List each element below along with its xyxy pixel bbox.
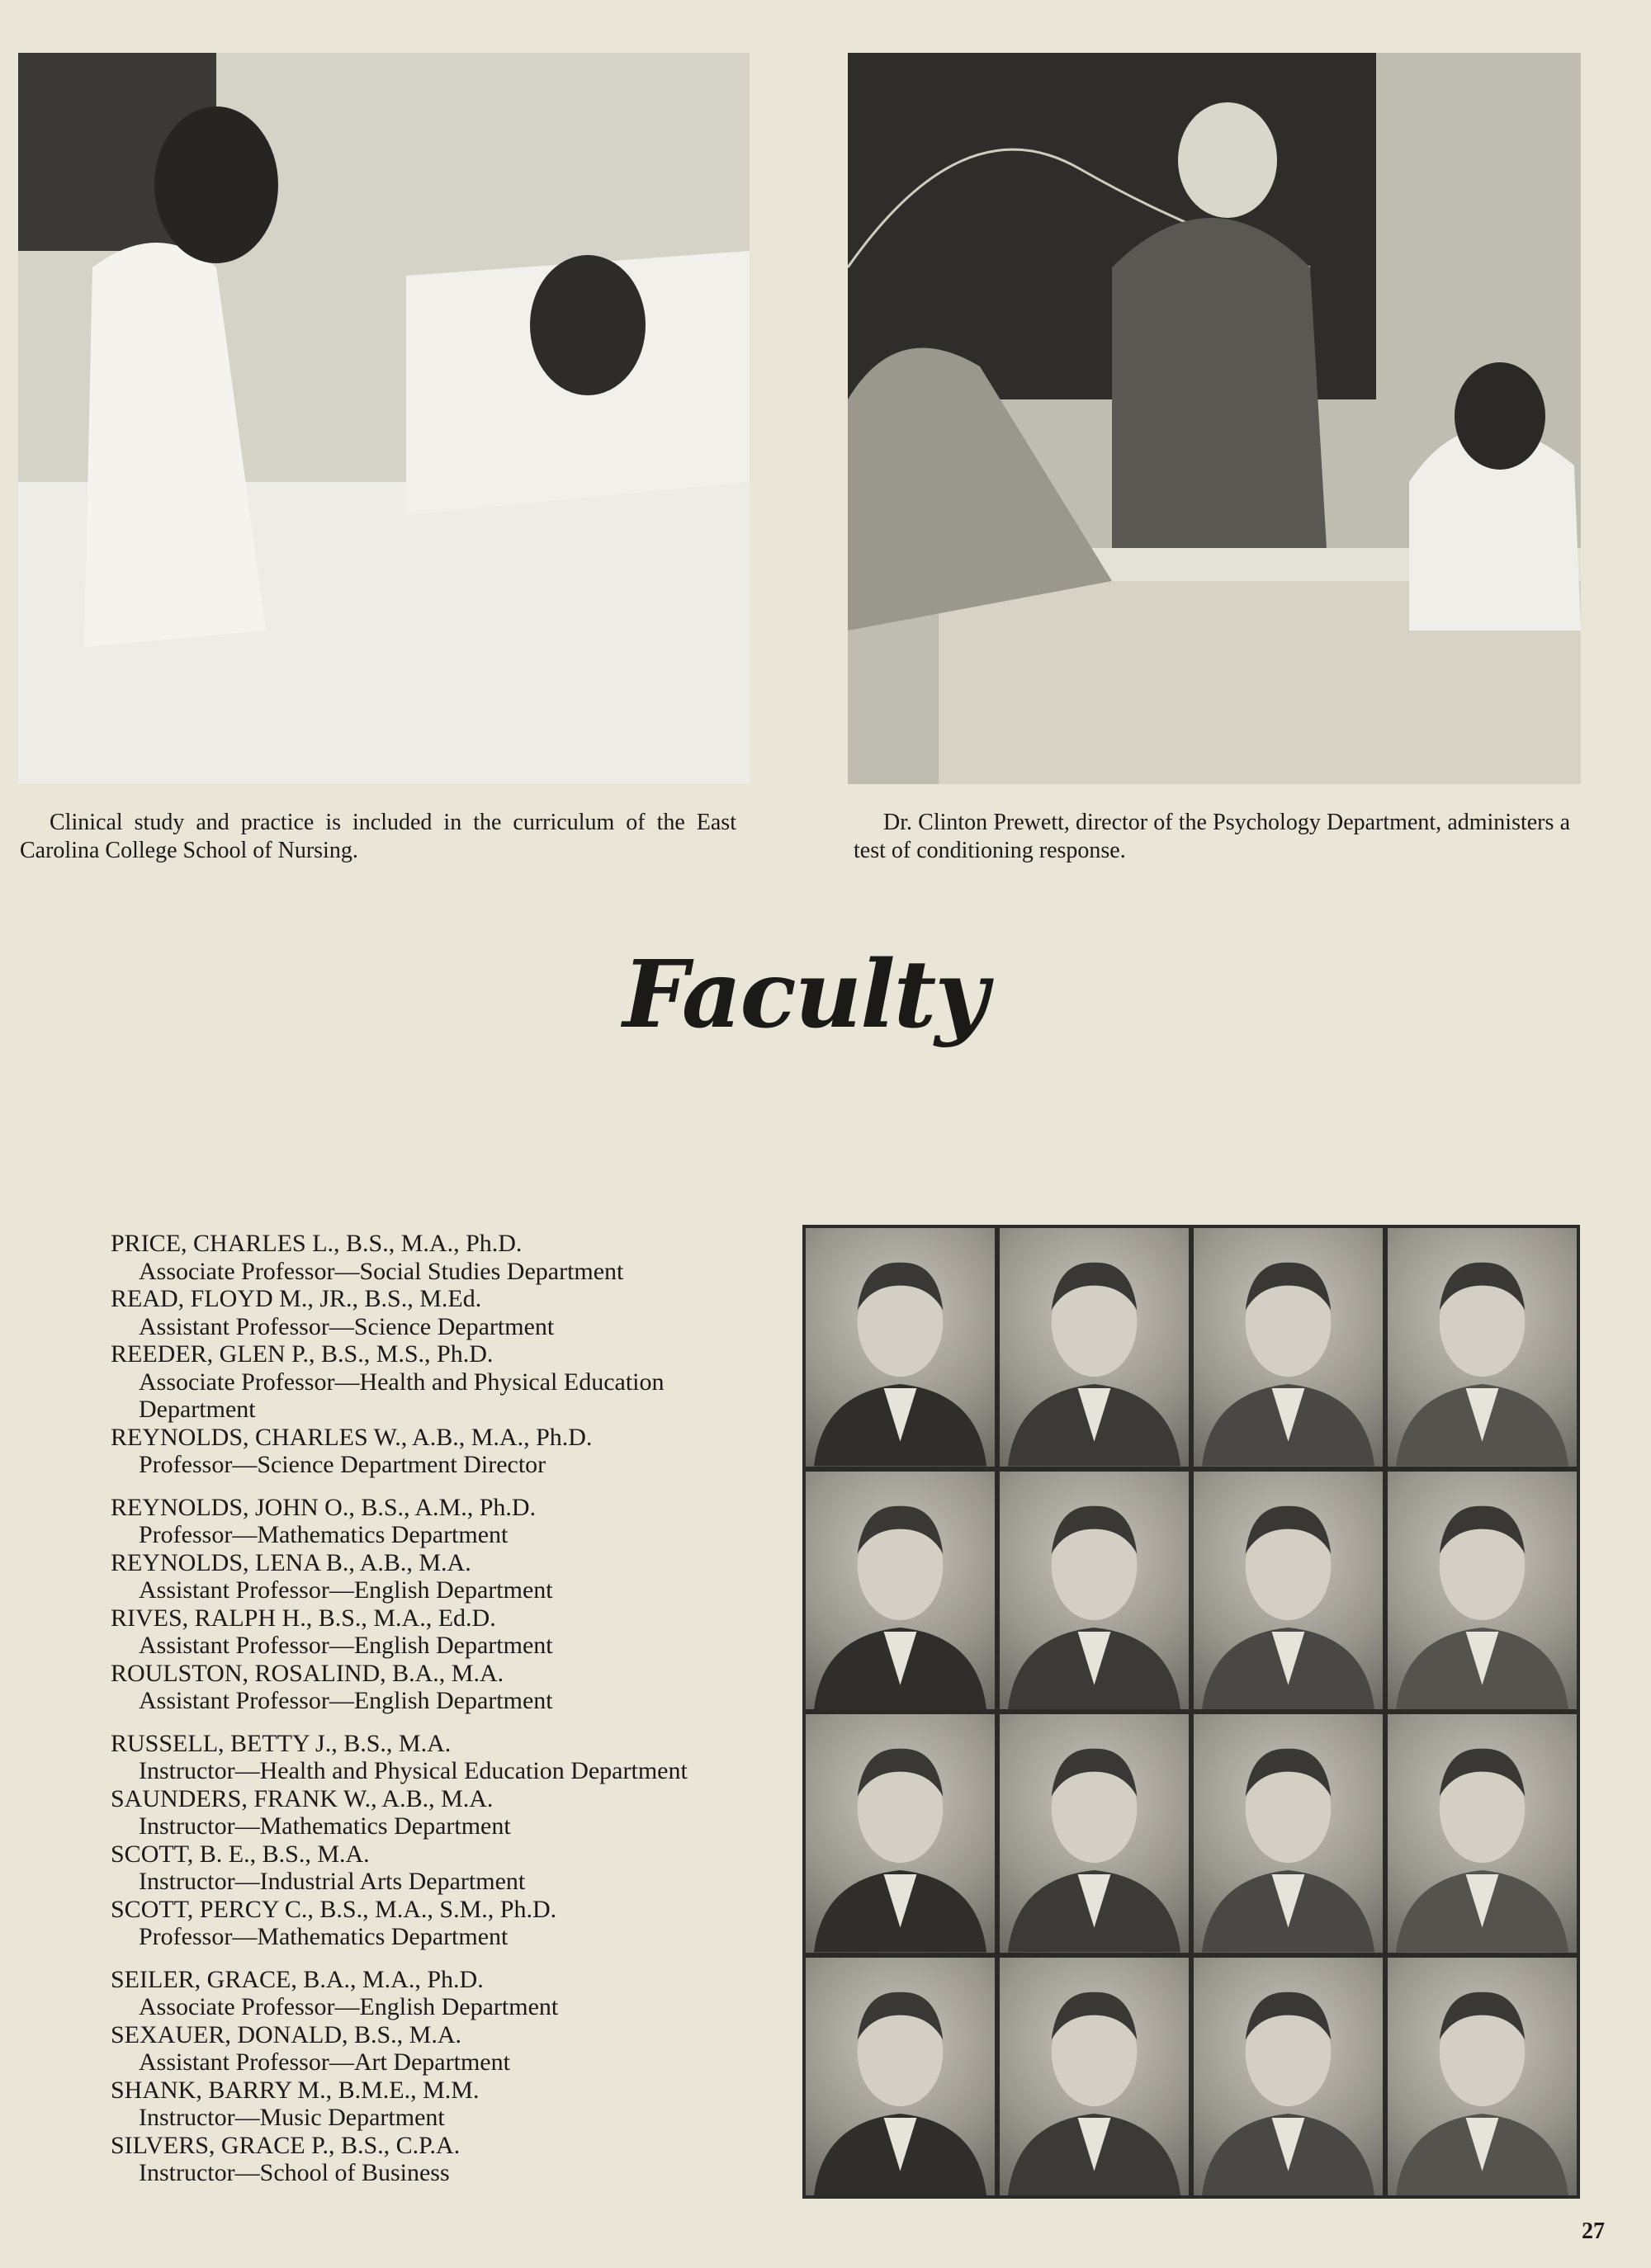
faculty-portrait	[1194, 1958, 1383, 2196]
faculty-portrait	[1000, 1714, 1189, 1953]
portrait-icon	[1000, 1472, 1189, 1710]
faculty-name: REYNOLDS, LENA B., A.B., M.A.	[111, 1548, 471, 1576]
faculty-name: SILVERS, GRACE P., B.S., C.P.A.	[111, 2131, 461, 2159]
faculty-name: RUSSELL, BETTY J., B.S., M.A.	[111, 1729, 452, 1757]
faculty-title: Assistant Professor—English Department	[139, 1687, 553, 1714]
portrait-icon	[806, 1958, 995, 2196]
portrait-icon	[1194, 1472, 1383, 1710]
portrait-icon	[1388, 1714, 1577, 1953]
nursing-photo	[18, 53, 750, 784]
portrait-icon	[1000, 1714, 1189, 1953]
portrait-icon	[806, 1472, 995, 1710]
faculty-title: Assistant Professor—Science Department	[139, 1312, 555, 1340]
faculty-group	[111, 1730, 779, 1951]
portrait-icon	[1000, 1958, 1189, 2196]
faculty-name: SEXAUER, DONALD, B.S., M.A.	[111, 2020, 462, 2048]
portrait-icon	[1194, 1228, 1383, 1467]
faculty-title: Professor—Science Department Director	[139, 1451, 546, 1478]
portrait-icon	[1194, 1714, 1383, 1953]
faculty-name: SCOTT, B. E., B.S., M.A.	[111, 1840, 370, 1868]
faculty-portrait	[1000, 1228, 1189, 1467]
faculty-portrait	[1194, 1228, 1383, 1467]
faculty-title: Instructor—Industrial Arts Department	[139, 1868, 526, 1895]
faculty-portrait	[1388, 1228, 1577, 1467]
faculty-name: SEILER, GRACE, B.A., M.A., Ph.D.	[111, 1965, 484, 1993]
faculty-name: RIVES, RALPH H., B.S., M.A., Ed.D.	[111, 1604, 496, 1632]
faculty-name: ROULSTON, ROSALIND, B.A., M.A.	[111, 1659, 504, 1687]
faculty-title: Instructor—Music Department	[139, 2104, 445, 2131]
faculty-name: READ, FLOYD M., JR., B.S., M.Ed.	[111, 1285, 482, 1312]
faculty-portrait	[1388, 1714, 1577, 1953]
faculty-name: SAUNDERS, FRANK W., A.B., M.A.	[111, 1784, 494, 1812]
faculty-title: Instructor—School of Business	[139, 2159, 450, 2186]
faculty-name: REYNOLDS, CHARLES W., A.B., M.A., Ph.D.	[111, 1423, 593, 1451]
faculty-portrait	[1388, 1472, 1577, 1710]
faculty-portrait	[806, 1472, 995, 1710]
faculty-group	[111, 1230, 779, 1479]
faculty-list	[111, 1230, 779, 2202]
faculty-name: PRICE, CHARLES L., B.S., M.A., Ph.D.	[111, 1230, 523, 1257]
faculty-title: Assistant Professor—English Department	[139, 1576, 553, 1604]
faculty-group	[111, 1966, 779, 2187]
portrait-icon	[1194, 1958, 1383, 2196]
faculty-name: REYNOLDS, JOHN O., B.S., A.M., Ph.D.	[111, 1493, 537, 1521]
portrait-icon	[1000, 1228, 1189, 1467]
faculty-portrait	[1194, 1472, 1383, 1710]
faculty-title: Professor—Mathematics Department	[139, 1923, 509, 1950]
faculty-title: Associate Professor—Health and Physical Education Department	[139, 1368, 665, 1423]
faculty-group	[111, 1494, 779, 1715]
faculty-name: SCOTT, PERCY C., B.S., M.A., S.M., Ph.D.	[111, 1895, 557, 1923]
faculty-portrait	[1000, 1472, 1189, 1710]
psychology-photo-icon	[848, 53, 1581, 784]
nursing-photo-icon	[18, 53, 750, 784]
faculty-title: Professor—Mathematics Department	[139, 1521, 509, 1548]
portrait-icon	[1388, 1958, 1577, 2196]
psychology-photo-caption: Dr. Clinton Prewett, director of the Psychology Department, administers a test of conditioning response.	[854, 810, 1570, 863]
faculty-title: Instructor—Mathematics Department	[139, 1812, 511, 1840]
portrait-icon	[1388, 1472, 1577, 1710]
portrait-icon	[806, 1714, 995, 1953]
portrait-grid	[802, 1225, 1580, 2199]
faculty-title: Associate Professor—Social Studies Department	[139, 1257, 624, 1285]
faculty-portrait	[806, 1958, 995, 2196]
faculty-portrait	[1194, 1714, 1383, 1953]
faculty-portrait	[1388, 1958, 1577, 2196]
portrait-icon	[1388, 1228, 1577, 1467]
faculty-portrait	[1000, 1958, 1189, 2196]
faculty-title: Associate Professor—English Department	[139, 1993, 559, 2020]
nursing-photo-caption: Clinical study and practice is included in the curriculum of the East Carolina College School of Nursing.	[20, 810, 736, 863]
faculty-portrait	[806, 1714, 995, 1953]
psychology-photo	[848, 53, 1581, 784]
portrait-icon	[806, 1228, 995, 1467]
faculty-name: SHANK, BARRY M., B.M.E., M.M.	[111, 2076, 480, 2104]
faculty-title: Assistant Professor—Art Department	[139, 2048, 510, 2076]
faculty-portrait	[806, 1228, 995, 1467]
page-number: 27	[1582, 2218, 1605, 2244]
faculty-title: Assistant Professor—English Department	[139, 1632, 553, 1659]
section-title: Faculty	[622, 941, 987, 1049]
faculty-name: REEDER, GLEN P., B.S., M.S., Ph.D.	[111, 1340, 494, 1368]
faculty-title: Instructor—Health and Physical Education Department	[139, 1757, 688, 1784]
